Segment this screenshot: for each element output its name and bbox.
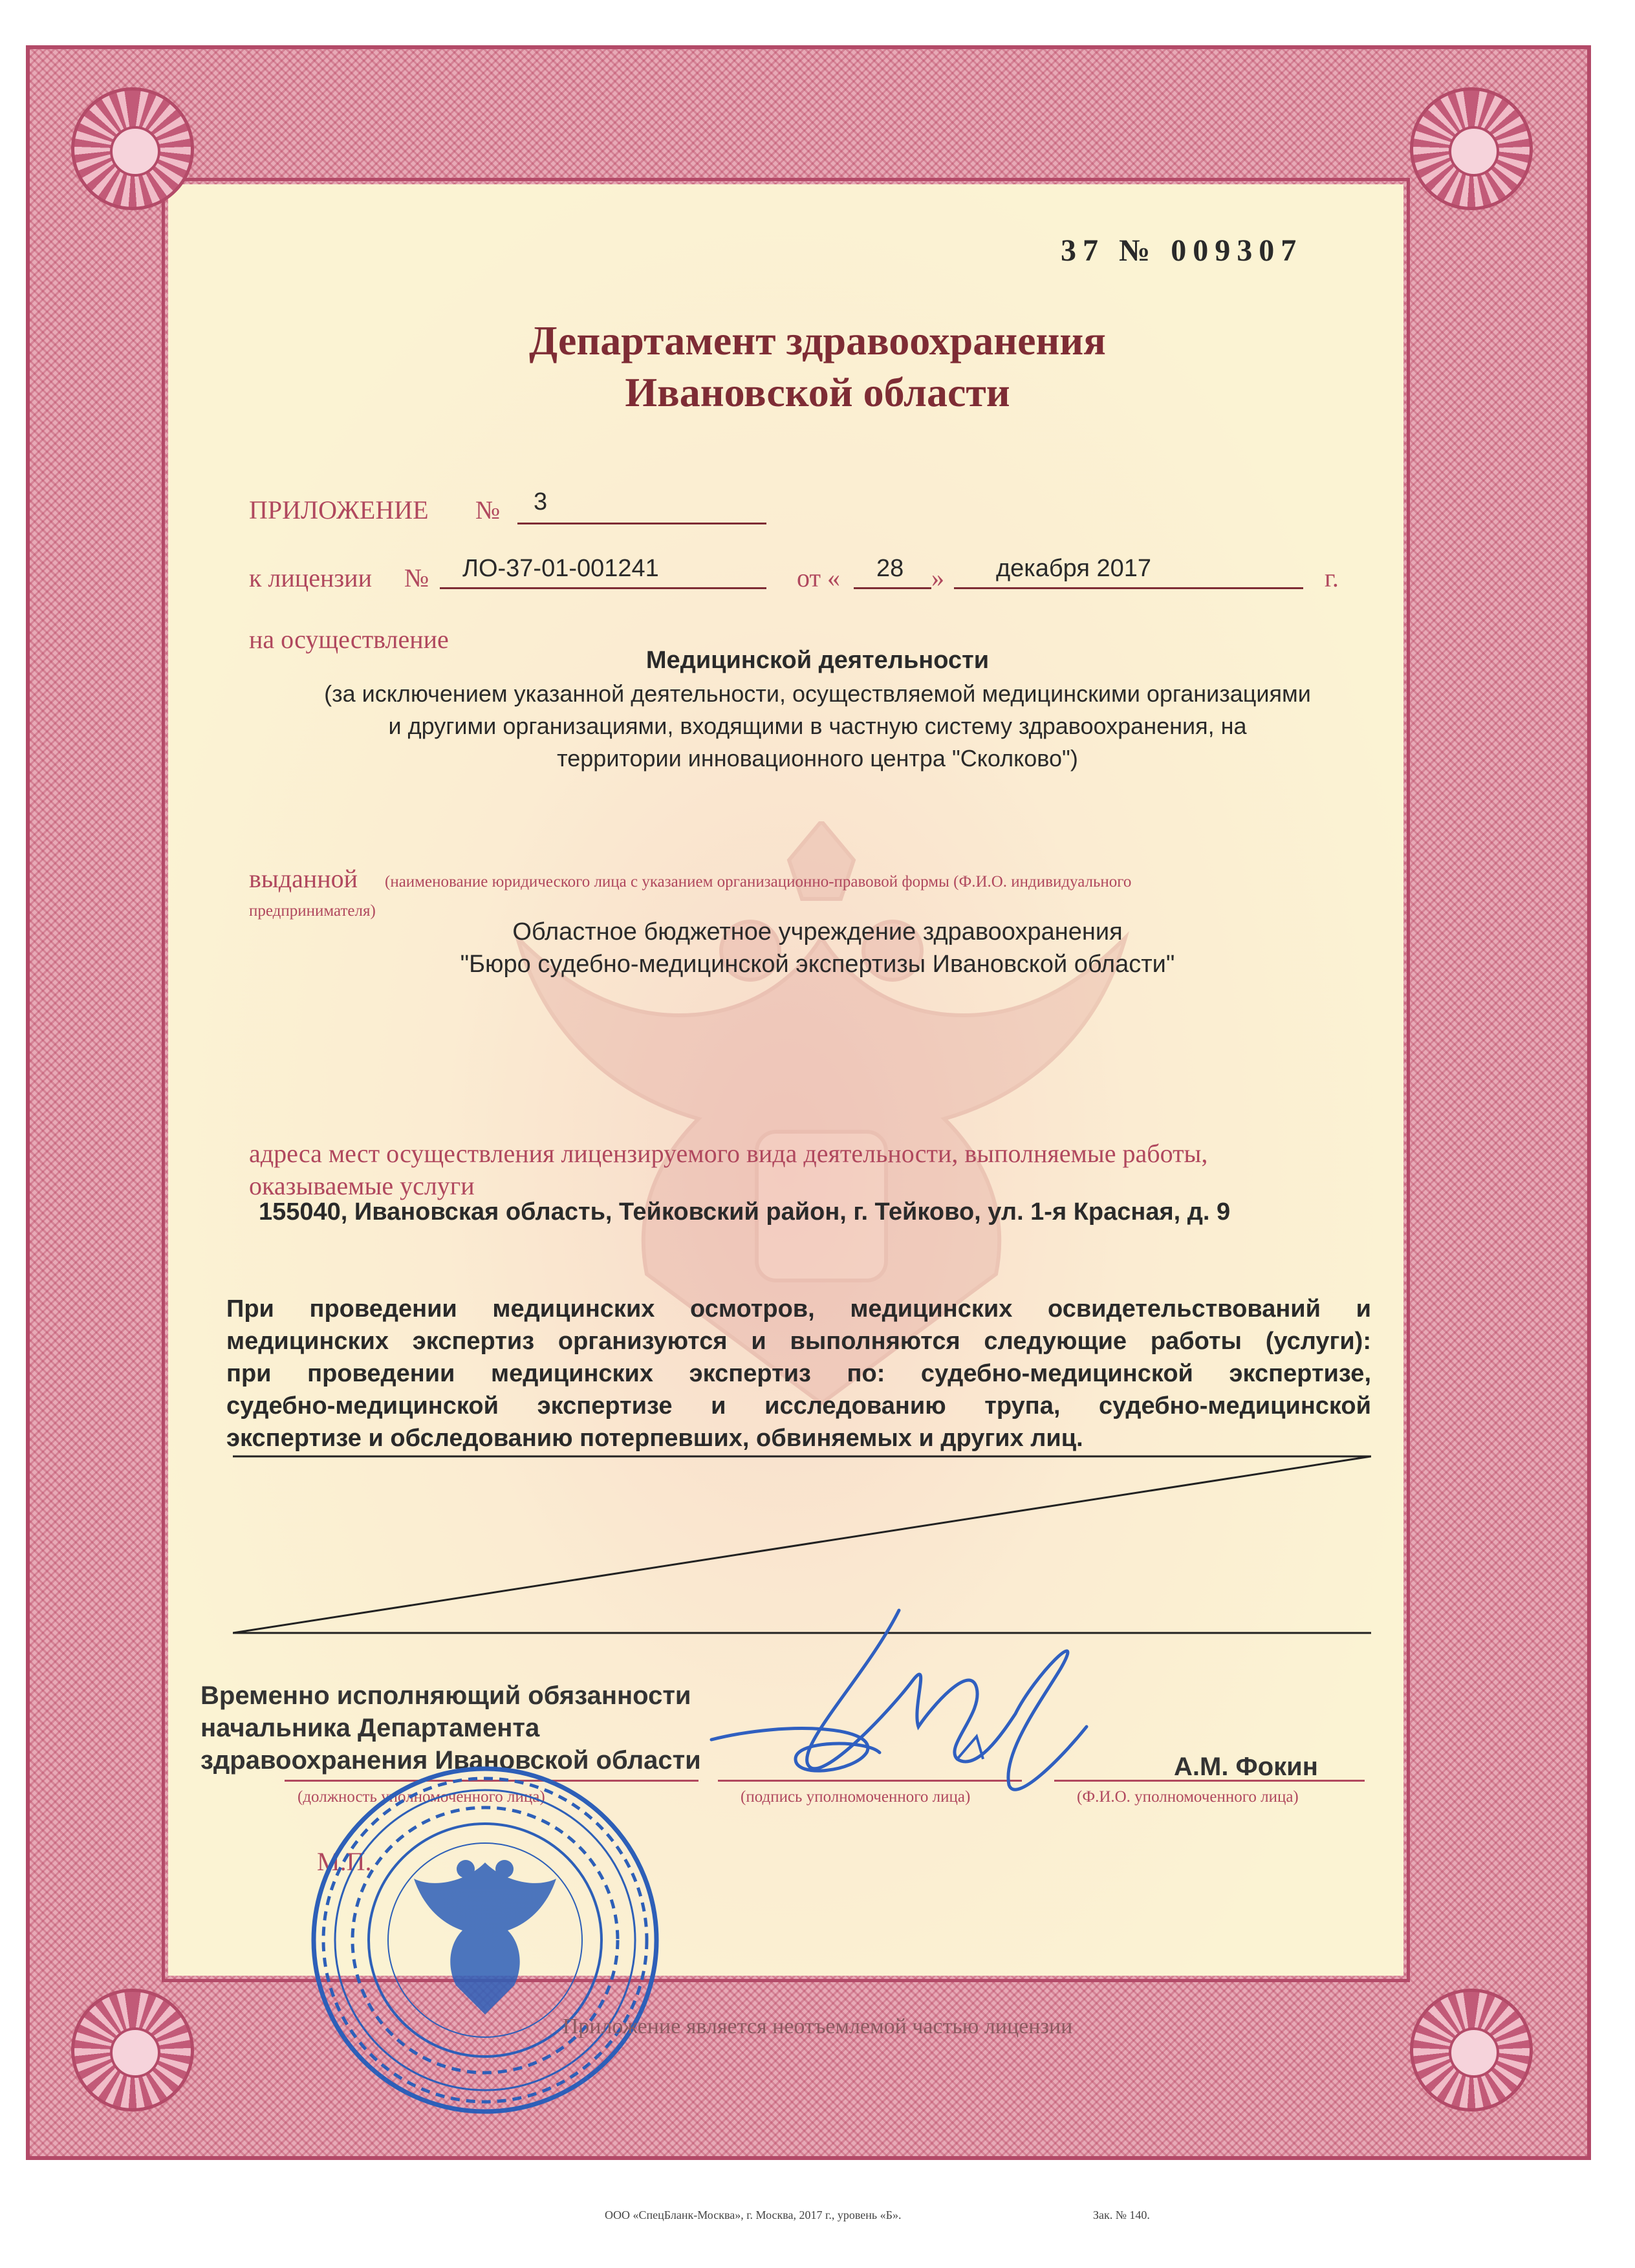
activity-note-line3: территории инновационного центра "Сколково") bbox=[557, 745, 1078, 772]
appendix-label: ПРИЛОЖЕНИЕ bbox=[249, 495, 429, 524]
services-line4: судебно-медицинской экспертизе и исследованию трупа, судебно-медицинской bbox=[226, 1392, 1371, 1420]
caption-signature: (подпись уполномоченного лица) bbox=[741, 1788, 971, 1806]
caption-name: (Ф.И.О. уполномоченного лица) bbox=[1077, 1788, 1299, 1806]
appendix-number: 3 bbox=[534, 488, 548, 515]
form-number-value: 009307 bbox=[1171, 233, 1303, 268]
address-label-line1: адреса мест осуществления лицензируемого вида деятельности, выполняемые работы, bbox=[249, 1139, 1208, 1168]
license-date-open: от « bbox=[797, 563, 840, 592]
services-line5: экспертизе и обследованию потерпевших, обвиняемых и других лиц. bbox=[226, 1425, 1083, 1452]
form-number bbox=[1061, 233, 1303, 268]
activity-note-line1: (за исключением указанной деятельности, осуществляемой медицинскими организациями bbox=[324, 680, 1311, 707]
license-number: ЛО-37-01-001241 bbox=[462, 555, 659, 582]
signatory-position-line1: Временно исполняющий обязанности bbox=[200, 1681, 691, 1710]
form-series: 37 bbox=[1061, 233, 1105, 268]
license-month-year-line bbox=[954, 587, 1303, 589]
organization-line1: Областное бюджетное учреждение здравоохранения bbox=[512, 918, 1123, 945]
appendix-number-line bbox=[517, 523, 766, 524]
license-number-line bbox=[440, 587, 766, 589]
appendix-integral-note: Приложение является неотъемлемой частью лицензии bbox=[562, 2014, 1073, 2038]
issued-label: выданной bbox=[249, 864, 358, 893]
activity-note-line2: и другими организациями, входящими в частную систему здравоохранения, на bbox=[388, 713, 1247, 739]
services-line3: при проведении медицинских экспертиз по: судебно-медицинской экспертизе, bbox=[226, 1360, 1371, 1387]
official-round-seal bbox=[304, 1759, 666, 2121]
department-title-line1: Департамент здравоохранения bbox=[529, 318, 1106, 363]
department-title-line2: Ивановской области bbox=[625, 369, 1010, 415]
caption-position: (должность уполномоченного лица) bbox=[298, 1788, 545, 1806]
activity-title: Медицинской деятельности bbox=[645, 647, 990, 674]
form-number-sign: № bbox=[1119, 233, 1157, 268]
license-day: 28 bbox=[876, 555, 904, 582]
services-line2: медицинских экспертиз организуются и выполняются следующие работы (услуги): bbox=[226, 1328, 1371, 1355]
license-day-line bbox=[854, 587, 931, 589]
corner-rosette-top-right bbox=[1410, 87, 1533, 210]
appendix-number-sign: № bbox=[475, 495, 501, 524]
stamp-place-label: М.П. bbox=[317, 1847, 372, 1876]
activity-label: на осуществление bbox=[249, 625, 449, 654]
address-label-line2: оказываемые услуги bbox=[249, 1171, 475, 1200]
printer-info: ООО «СпецБланк-Москва», г. Москва, 2017 г., уровень «Б». bbox=[605, 2209, 902, 2221]
signatory-name: А.М. Фокин bbox=[1174, 1753, 1318, 1781]
corner-rosette-top-left bbox=[71, 87, 194, 210]
organization-line2: "Бюро судебно-медицинской экспертизы Ивановской области" bbox=[460, 951, 1175, 978]
corner-rosette-bottom-left bbox=[71, 1989, 194, 2111]
handwritten-signature bbox=[698, 1597, 1164, 1843]
corner-rosette-bottom-right bbox=[1410, 1989, 1533, 2111]
print-order: Зак. № 140. bbox=[1093, 2209, 1150, 2221]
license-month-year: декабря 2017 bbox=[996, 555, 1152, 582]
license-number-sign: № bbox=[404, 563, 429, 592]
issued-hint-line2: предпринимателя) bbox=[249, 902, 376, 920]
address-value: 155040, Ивановская область, Тейковский район, г. Тейково, ул. 1-я Красная, д. 9 bbox=[259, 1198, 1231, 1226]
license-date-close: » bbox=[931, 563, 944, 592]
signatory-position-line3: здравоохранения Ивановской области bbox=[200, 1746, 701, 1775]
license-label: к лицензии bbox=[249, 563, 372, 592]
license-year-suffix: г. bbox=[1325, 563, 1339, 592]
issued-hint-line1: (наименование юридического лица с указанием организационно-правовой формы (Ф.И.О. индивидуального bbox=[385, 873, 1132, 891]
services-line1: При проведении медицинских осмотров, медицинских освидетельствований и bbox=[226, 1295, 1371, 1323]
signatory-position-line2: начальника Департамента bbox=[200, 1714, 540, 1742]
